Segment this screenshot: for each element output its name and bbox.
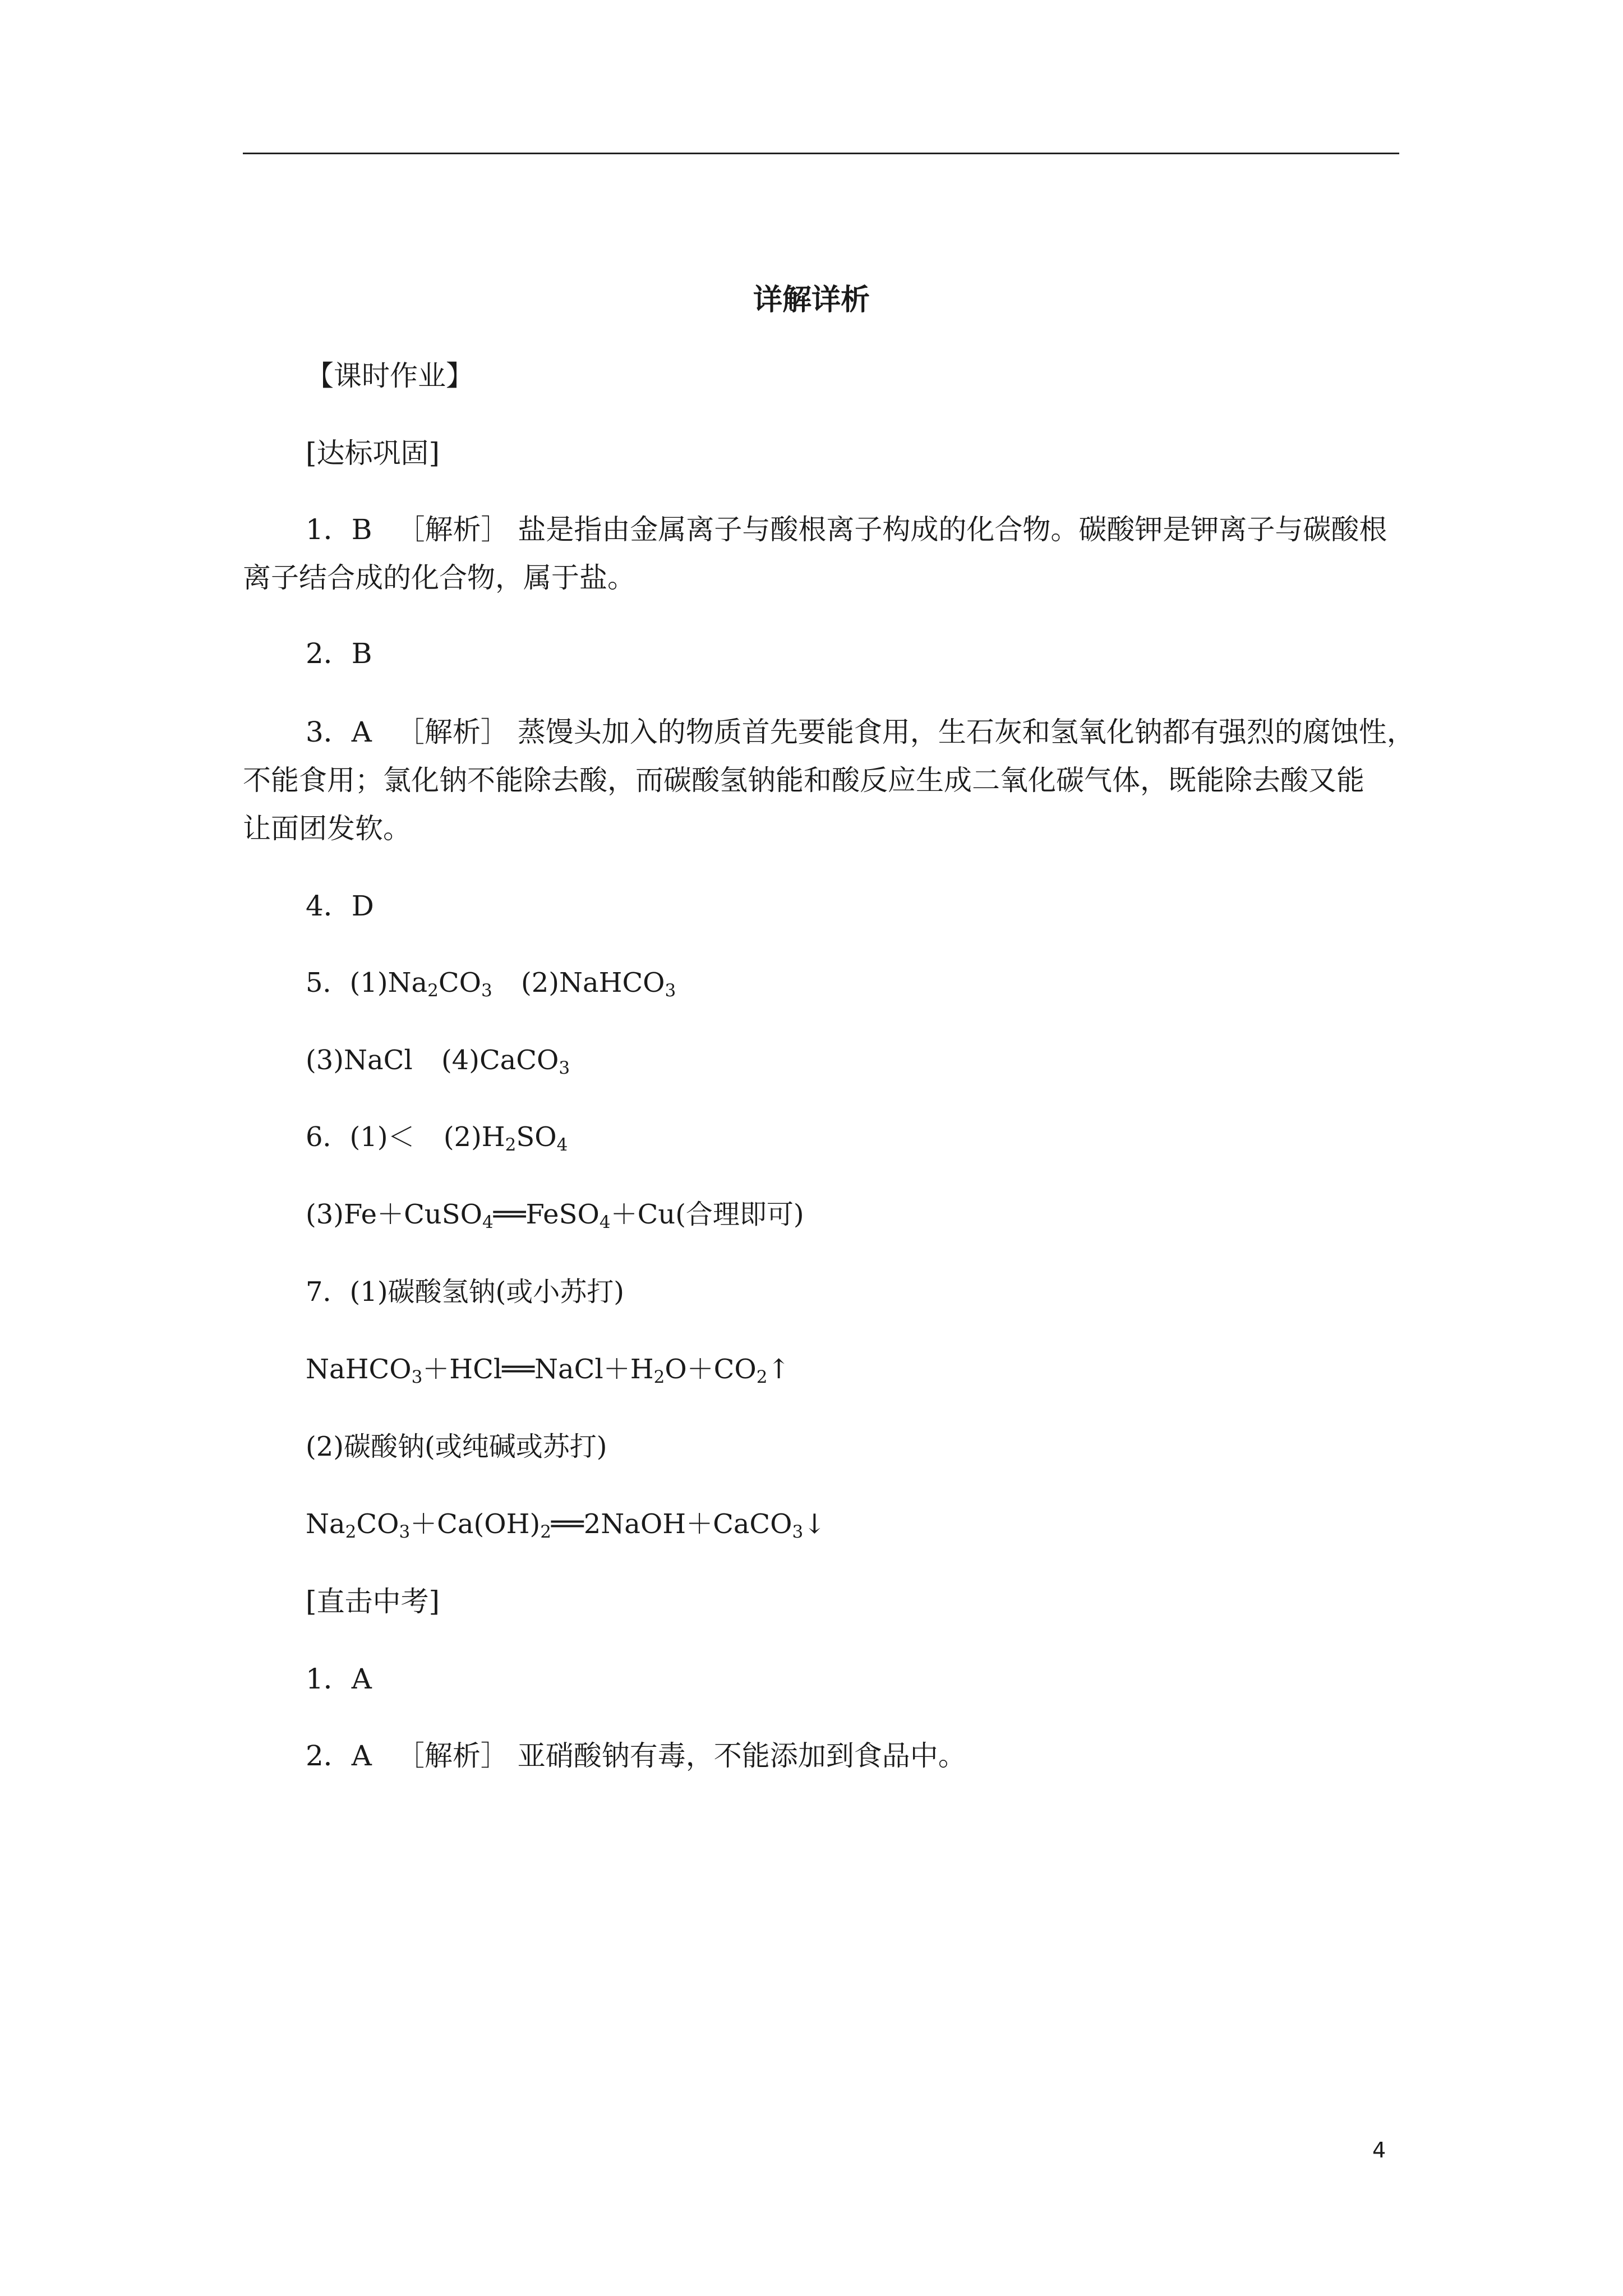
question-1-line-2: 离子结合成的化合物，属于盐。 (243, 562, 635, 594)
question-3-answer: 3．A (306, 716, 372, 748)
exam-question-1-answer: 1．A (306, 1663, 372, 1695)
question-7-number: 7． (306, 1276, 350, 1308)
question-3-line-2: 不能食用；氯化钠不能除去酸，而碳酸氢钠能和酸反应生成二氧化碳气体，既能除去酸又能 (243, 764, 1364, 797)
question-6-line-1: 6．$(1)< (2)H_2SO_4$ (306, 1121, 568, 1155)
question-7-line-2: (2)碳酸钠(或纯碱或苏打) (306, 1431, 607, 1462)
question-2-answer: 2．B (306, 637, 372, 670)
analysis-tag: ［解析］ (396, 716, 509, 748)
question-7-equation-1: $NaHCO_3+HCl══NaCl+H_2O+CO_2↑$ (306, 1354, 790, 1387)
section-homework: 【课时作业】 (306, 360, 474, 392)
section-exam: [直击中考] (306, 1585, 440, 1618)
question-4-answer: 4．D (306, 890, 374, 922)
page-number: 4 (1372, 2138, 1386, 2162)
question-1-text: 盐是指由金属离子与酸根离子构成的化合物。碳酸钾是钾离子与碳酸根 (518, 513, 1387, 546)
page-title: 详解详析 (753, 283, 870, 317)
question-3-line-1 (306, 712, 1415, 752)
question-1-line-1 (306, 510, 1387, 549)
exam-question-2-text: 亚硝酸钠有毒，不能添加到食品中。 (517, 1740, 966, 1772)
header-rule (243, 153, 1399, 154)
question-1-answer: 1．B (306, 513, 372, 546)
question-3-line-3: 让面团发软。 (243, 812, 411, 845)
exam-question-2-answer: 2．A (306, 1740, 372, 1772)
question-6-number: 6． (306, 1121, 350, 1153)
analysis-tag: ［解析］ (396, 1740, 509, 1772)
section-consolidate: [达标巩固] (306, 437, 440, 470)
question-5-line-2: (3)NaCl (4)CaCO$_3$ (306, 1045, 570, 1078)
exam-question-2 (306, 1736, 966, 1775)
question-5-number: 5． (306, 967, 350, 999)
question-5-line-1: 5．$(1)Na_2CO_3$ (2)NaHCO$_3$ (306, 967, 676, 1001)
question-7-equation-2: $Na_2CO_3+Ca(OH)_2══2NaOH+CaCO_3↓$ (306, 1508, 826, 1542)
question-6-equation: (3)Fe＋CuSO$_4$══FeSO$_4$＋Cu(合理即可) (306, 1199, 804, 1232)
question-3-text: 蒸馒头加入的物质首先要能食用，生石灰和氢氧化钠都有强烈的腐蚀性， (517, 716, 1415, 748)
question-7-line-1: 7．(1)碳酸氢钠(或小苏打) (306, 1276, 624, 1308)
analysis-tag: ［解析］ (396, 513, 509, 546)
